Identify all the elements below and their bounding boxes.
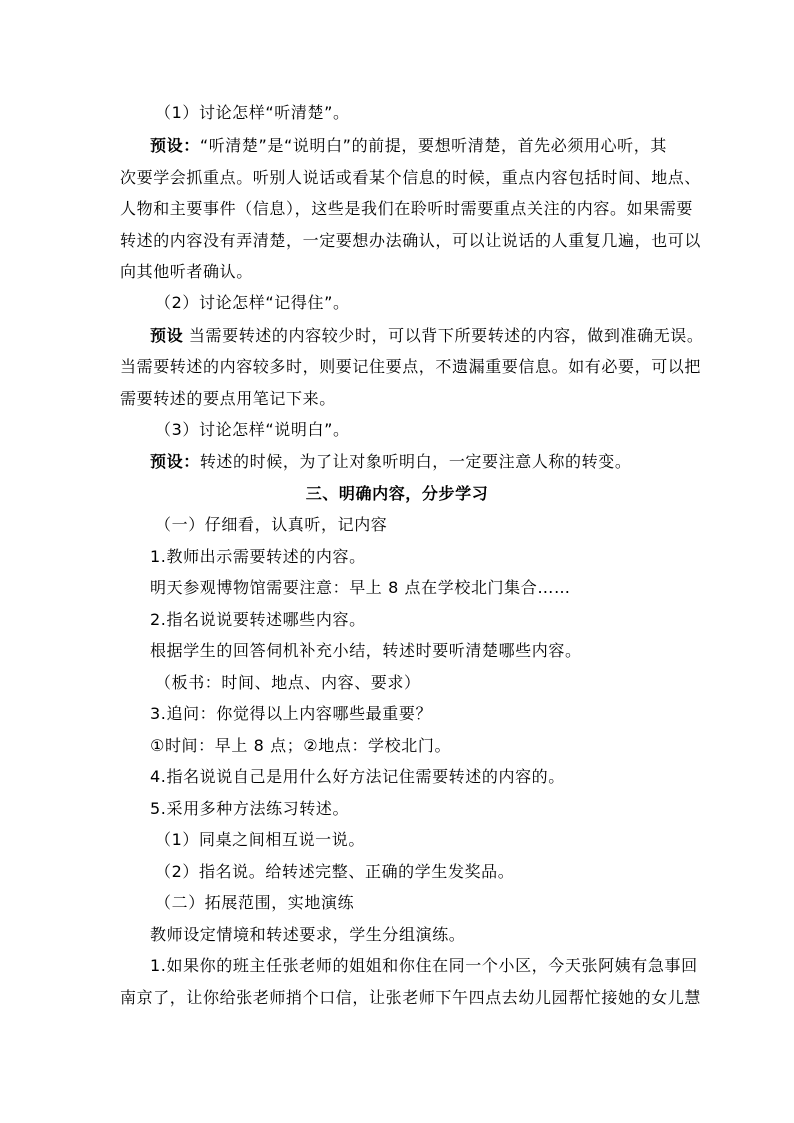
list-item: 根据学生的回答伺机补充小结，转述时要听清楚哪些内容。: [150, 641, 582, 660]
answer-text: 当需要转述的内容较少时，可以背下所要转述的内容，做到准确无误。: [188, 326, 704, 345]
list-item: （板书：时间、地点、内容、要求）: [155, 673, 421, 692]
answer-text: 转述的时候，为了让对象听明白，一定要注意人称的转变。: [199, 452, 632, 471]
list-item: 5.采用多种方法练习转述。: [150, 799, 350, 818]
subsection-2-intro: 教师设定情境和转述要求，学生分组演练。: [150, 925, 466, 944]
preset-label: 预设：: [150, 452, 200, 471]
section-heading: 三、明确内容，分步学习: [305, 484, 489, 503]
subsection-1-title: （一）仔细看，认真听，记内容: [155, 515, 388, 534]
answer-1-line-2: 次要学会抓重点。听别人说话或看某个信息的时候，重点内容包括时间、地点、: [120, 168, 702, 187]
list-item: ①时间：早上 8 点；②地点：学校北门。: [150, 736, 452, 755]
answer-2-line-3: 需要转述的要点用笔记下来。: [120, 389, 336, 408]
answer-3-line-1: [150, 452, 670, 472]
question-2: （2）讨论怎样“记得住”。: [155, 293, 350, 312]
scenario-line-1: 1.如果你的班主任张老师的姐姐和你住在同一个小区，今天张阿姨有急事回: [150, 956, 698, 975]
list-item: 3.追问：你觉得以上内容哪些最重要？: [150, 704, 433, 723]
subsection-2-title: （二）拓展范围，实地演练: [155, 893, 355, 912]
list-item: 4.指名说说自己是用什么好方法记住需要转述的内容的。: [150, 767, 565, 786]
answer-1-line-3: 人物和主要事件（信息），这些是我们在聆听时需要重点关注的内容。如果需要: [120, 199, 694, 218]
answer-2-line-2: 当需要转述的内容较多时，则要记住要点，不遗漏重要信息。如有必要，可以把: [120, 357, 702, 376]
preset-label: 预设：: [150, 136, 200, 155]
preset-label: 预设: [150, 326, 184, 345]
list-item: 明天参观博物馆需要注意：早上 8 点在学校北门集合……: [150, 578, 571, 597]
answer-2-line-1: [150, 326, 704, 346]
answer-text: “听清楚”是“说明白”的前提，要想听清楚，首先必须用心听，其: [199, 136, 667, 155]
answer-1-line-4: 转述的内容没有弄清楚，一定要想办法确认，可以让说话的人重复几遍，也可以: [120, 231, 702, 250]
question-3: （3）讨论怎样“说明白”。: [155, 420, 350, 439]
list-item: （2）指名说。给转述完整、正确的学生发奖品。: [155, 862, 515, 881]
scenario-line-2: 南京了，让你给张老师捎个口信，让张老师下午四点去幼儿园帮忙接她的女儿慧: [120, 988, 702, 1007]
answer-1-line-1: [150, 136, 670, 156]
answer-1-line-5: 向其他听者确认。: [120, 262, 253, 281]
list-item: 1.教师出示需要转述的内容。: [150, 547, 366, 566]
list-item: （1）同桌之间相互说一说。: [155, 830, 365, 849]
list-item: 2.指名说说要转述哪些内容。: [150, 610, 366, 629]
question-1: （1）讨论怎样“听清楚”。: [155, 103, 350, 122]
